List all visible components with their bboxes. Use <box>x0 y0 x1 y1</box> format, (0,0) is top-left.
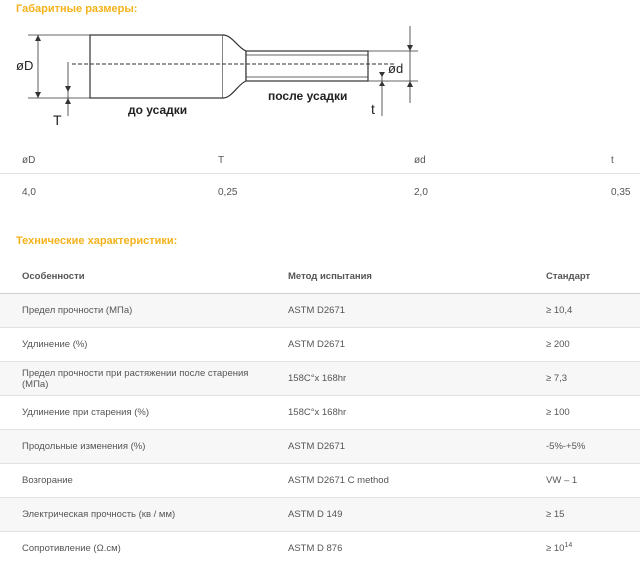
specs-table <box>0 260 640 565</box>
spec-method: ASTM D2671 C method <box>266 464 524 498</box>
dimensions-title: Габаритные размеры: <box>16 3 137 15</box>
spec-feature: Сопротивление (Ω.см) <box>0 532 266 565</box>
label-before-shrink: до усадки <box>128 103 187 117</box>
spec-method: ASTM D 876 <box>266 532 524 565</box>
spec-feature: Удлинение при старения (%) <box>0 396 266 430</box>
dim-value-wall-after: 0,35 <box>611 187 630 198</box>
dim-value-outer-diameter: 4,0 <box>22 187 36 198</box>
spec-feature: Продольные изменения (%) <box>0 430 266 464</box>
spec-standard: -5%-+5% <box>524 430 640 464</box>
dim-header-wall-after: t <box>611 155 614 166</box>
specs-header-standard: Стандарт <box>524 260 640 294</box>
label-after-shrink: после усадки <box>268 89 347 103</box>
dimensions-divider <box>0 173 640 174</box>
spec-feature: Предел прочности (МПа) <box>0 294 266 328</box>
dim-header-outer-diameter: øD <box>22 155 35 166</box>
spec-standard: ≥ 7,3 <box>524 362 640 396</box>
spec-standard: ≥ 15 <box>524 498 640 532</box>
spec-method: ASTM D2671 <box>266 294 524 328</box>
spec-feature: Предел прочности при растяжении после старения (МПа) <box>0 362 266 396</box>
dim-value-wall-before: 0,25 <box>218 187 237 198</box>
table-row <box>0 328 640 362</box>
spec-standard: ≥ 10,4 <box>524 294 640 328</box>
spec-method: ASTM D2671 <box>266 328 524 362</box>
dim-header-inner-diameter: ød <box>414 155 426 166</box>
spec-method: ASTM D2671 <box>266 430 524 464</box>
table-row <box>0 498 640 532</box>
spec-method: 158С°х 168hr <box>266 396 524 430</box>
label-wall-before: T <box>53 112 62 128</box>
spec-standard: VW – 1 <box>524 464 640 498</box>
spec-feature: Удлинение (%) <box>0 328 266 362</box>
spec-feature: Электрическая прочность (кв / мм) <box>0 498 266 532</box>
label-inner-diameter: ød <box>388 61 403 76</box>
dimensions-table <box>0 146 640 208</box>
spec-method: ASTM D 149 <box>266 498 524 532</box>
table-row <box>0 396 640 430</box>
table-row <box>0 362 640 396</box>
table-row <box>0 294 640 328</box>
dim-value-inner-diameter: 2,0 <box>414 187 428 198</box>
spec-standard-base: ≥ 10 <box>546 544 564 555</box>
table-row <box>0 464 640 498</box>
tube-diagram <box>0 18 440 136</box>
spec-standard-exponent: 14 <box>564 542 572 549</box>
specs-header-row <box>0 260 640 294</box>
specs-title: Технические характеристики: <box>16 235 177 247</box>
spec-feature: Возгорание <box>0 464 266 498</box>
dim-header-wall-before: T <box>218 155 224 166</box>
spec-method: 158С°х 168hr <box>266 362 524 396</box>
specs-header-method: Метод испытания <box>266 260 524 294</box>
label-outer-diameter: øD <box>16 58 33 73</box>
specs-header-feature: Особенности <box>0 260 266 294</box>
spec-standard: ≥ 200 <box>524 328 640 362</box>
spec-standard: ≥ 100 <box>524 396 640 430</box>
label-wall-after: t <box>371 101 375 117</box>
table-row <box>0 430 640 464</box>
